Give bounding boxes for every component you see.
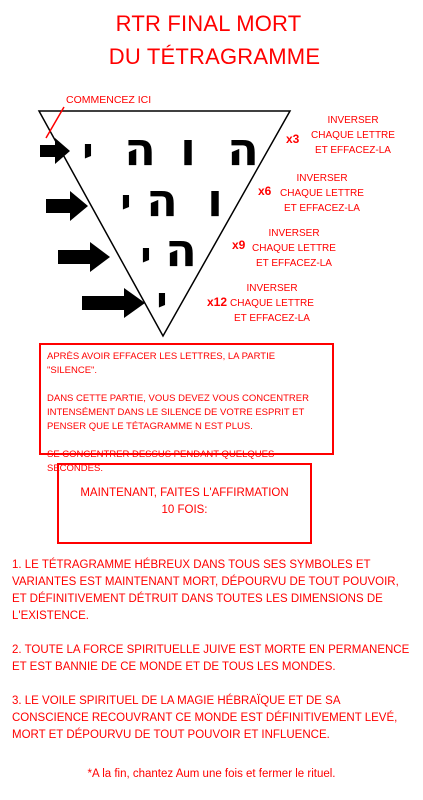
hebrew-letter: ה xyxy=(227,122,259,176)
silence-instructions-box xyxy=(39,343,334,474)
instruction-row-3: INVERSER CHAQUE LETTRE ET EFFACEZ-LA xyxy=(252,228,336,269)
arrow-icon xyxy=(46,191,88,221)
title-line-2: DU TÉTRAGRAMME xyxy=(108,44,321,69)
hebrew-letter: י xyxy=(82,130,94,174)
affirmation-item-1: 1. LE TÉTRAGRAMME HÉBREUX DANS TOUS SES SYMBOLES ET VARIANTES EST MAINTENANT MORT, DÉPOURVU DE TOUT POUVOIR, ET DÉFINITIVEMENT DÉTRUIT DANS TOUTES LES DIMENSIONS DE L'EXISTENCE. xyxy=(12,559,399,622)
affirmations-list xyxy=(12,557,412,744)
multiplier-row-3: x9 xyxy=(232,238,246,252)
multiplier-row-4: x12 xyxy=(207,295,228,309)
hebrew-letter: י xyxy=(140,234,152,278)
hebrew-letter: י xyxy=(156,279,168,323)
multiplier-row-2: x6 xyxy=(258,184,272,198)
hebrew-letter: ו xyxy=(180,122,196,176)
affirmation-item-3: 3. LE VOILE SPIRITUEL DE LA MAGIE HÉBRAÏQUE ET DE SA CONSCIENCE RECOUVRANT CE MONDE EST DÉFINITIVEMENT LEVÉ, MORT ET DÉPOURVU DE TOUT POUVOIR ET INFLUENCE. xyxy=(12,695,398,741)
hebrew-letter: ו xyxy=(207,173,223,227)
silence-concentrate: DANS CETTE PARTIE, VOUS DEVEZ VOUS CONCENTRER INTENSÉMENT DANS LE SILENCE DE VOTRE ESPRIT ET PENSER QUE LE TÉTAGRAMME N EST PLUS. xyxy=(47,393,309,432)
hebrew-letter: ה xyxy=(146,173,178,227)
affirmation-box xyxy=(57,463,312,544)
hebrew-letter: י xyxy=(120,181,132,225)
arrow-icon xyxy=(82,288,145,318)
footer-note: *A la fin, chantez Aum une fois et fermer le rituel. xyxy=(87,768,336,780)
instruction-row-4: INVERSER CHAQUE LETTRE ET EFFACEZ-LA xyxy=(230,283,314,324)
hebrew-letter: ה xyxy=(124,122,156,176)
instruction-row-1: INVERSER CHAQUE LETTRE ET EFFACEZ-LA xyxy=(311,115,395,156)
multiplier-row-1: x3 xyxy=(286,132,300,146)
affirmation-item-2: 2. TOUTE LA FORCE SPIRITUELLE JUIVE EST MORTE EN PERMANENCE ET EST BANNIE DE CE MONDE ET DE TOUS LES MONDES. xyxy=(12,644,410,673)
start-label: COMMENCEZ ICI xyxy=(66,94,152,106)
instruction-row-2: INVERSER CHAQUE LETTRE ET EFFACEZ-LA xyxy=(280,173,364,214)
silence-intro: APRÈS AVOIR EFFACER LES LETTRES, LA PARTIE "SILENCE". xyxy=(47,351,276,376)
hebrew-letter: ה xyxy=(165,223,197,277)
arrow-icon xyxy=(58,242,110,272)
silence-duration: SE CONCENTRER DESSUS PENDANT QUELQUES SECONDES. xyxy=(47,449,275,474)
affirmation-count: 10 FOIS: xyxy=(161,504,208,516)
title-line-1: RTR FINAL MORT xyxy=(115,11,302,36)
affirmation-heading: MAINTENANT, FAITES L'AFFIRMATION xyxy=(80,487,289,499)
